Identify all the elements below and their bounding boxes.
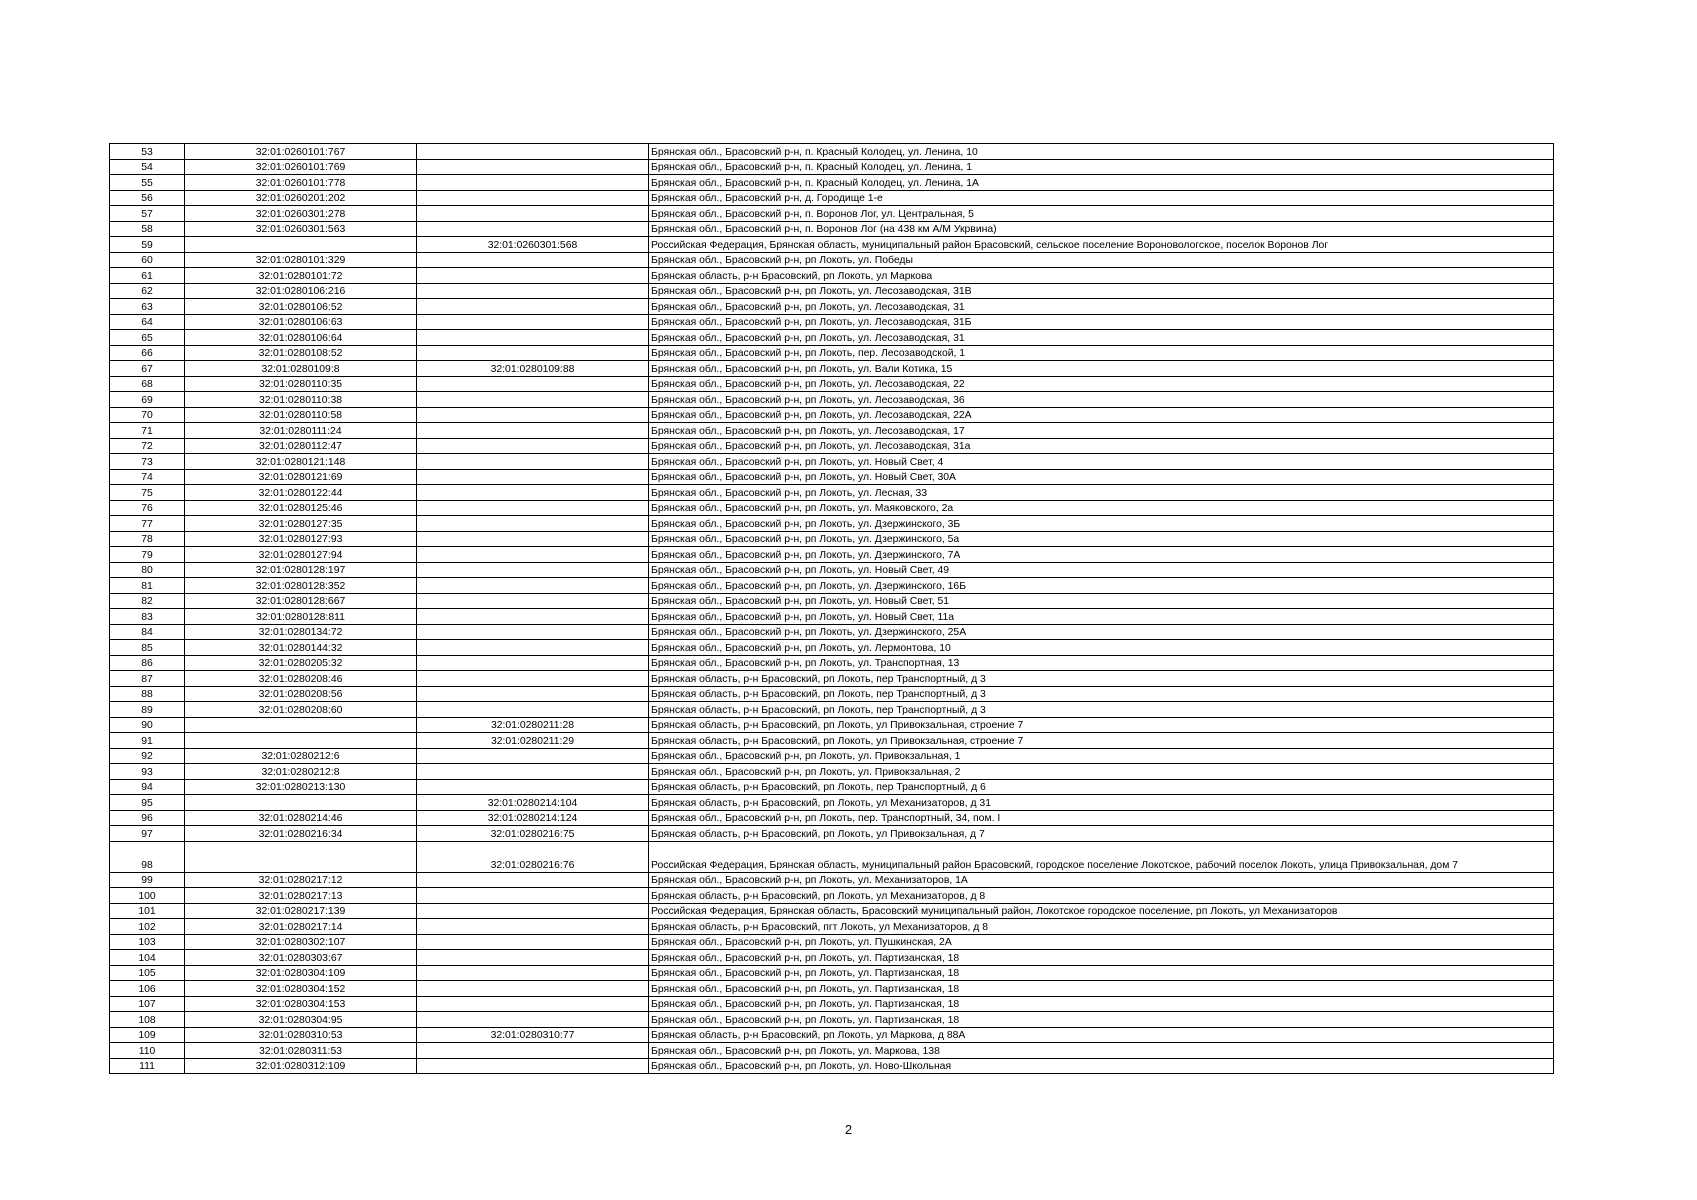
row-number-cell: 108 — [110, 1012, 185, 1028]
table-row — [110, 376, 1554, 392]
table-row — [110, 562, 1554, 578]
related-cadastral-number-cell — [417, 593, 649, 609]
table-row — [110, 810, 1554, 826]
related-cadastral-number-cell — [417, 950, 649, 966]
table-row — [110, 345, 1554, 361]
cadastral-number-cell: 32:01:0280304:109 — [185, 965, 417, 981]
cadastral-number-cell — [185, 237, 417, 253]
cadastral-number-cell: 32:01:0280213:130 — [185, 779, 417, 795]
row-number-cell: 78 — [110, 531, 185, 547]
cadastral-number-cell: 32:01:0280205:32 — [185, 655, 417, 671]
related-cadastral-number-cell — [417, 376, 649, 392]
address-cell: Брянская обл., Брасовский р-н, рп Локоть, ул. Лесозаводская, 36 — [649, 392, 1554, 408]
address-cell: Брянская обл., Брасовский р-н, рп Локоть, ул. Лесозаводская, 31 — [649, 330, 1554, 346]
address-cell: Брянская обл., Брасовский р-н, рп Локоть, ул. Партизанская, 18 — [649, 996, 1554, 1012]
cadastral-number-cell: 32:01:0280304:95 — [185, 1012, 417, 1028]
row-number-cell: 93 — [110, 764, 185, 780]
cadastral-number-cell: 32:01:0280208:56 — [185, 686, 417, 702]
cadastral-number-cell: 32:01:0280127:35 — [185, 516, 417, 532]
cadastral-number-cell: 32:01:0280109:8 — [185, 361, 417, 377]
table-row — [110, 872, 1554, 888]
table-row — [110, 469, 1554, 485]
cadastral-number-cell — [185, 733, 417, 749]
related-cadastral-number-cell — [417, 996, 649, 1012]
row-number-cell: 55 — [110, 175, 185, 191]
address-cell: Брянская обл., Брасовский р-н, рп Локоть, пер. Лесозаводской, 1 — [649, 345, 1554, 361]
table-row — [110, 314, 1554, 330]
related-cadastral-number-cell — [417, 144, 649, 160]
row-number-cell: 66 — [110, 345, 185, 361]
related-cadastral-number-cell — [417, 779, 649, 795]
table-row — [110, 934, 1554, 950]
related-cadastral-number-cell — [417, 516, 649, 532]
table-row — [110, 950, 1554, 966]
row-number-cell: 105 — [110, 965, 185, 981]
address-cell: Брянская обл., Брасовский р-н, рп Локоть, ул. Лермонтова, 10 — [649, 640, 1554, 656]
table-row — [110, 717, 1554, 733]
related-cadastral-number-cell — [417, 190, 649, 206]
row-number-cell: 56 — [110, 190, 185, 206]
cadastral-number-cell — [185, 717, 417, 733]
table-row — [110, 795, 1554, 811]
cadastral-number-cell: 32:01:0280311:53 — [185, 1043, 417, 1059]
table-row — [110, 764, 1554, 780]
address-cell: Брянская обл., Брасовский р-н, рп Локоть, ул. Дзержинского, 25А — [649, 624, 1554, 640]
related-cadastral-number-cell — [417, 609, 649, 625]
cadastral-number-cell: 32:01:0280108:52 — [185, 345, 417, 361]
cadastral-number-cell: 32:01:0280144:32 — [185, 640, 417, 656]
table-row — [110, 1043, 1554, 1059]
table-row — [110, 702, 1554, 718]
related-cadastral-number-cell — [417, 655, 649, 671]
address-cell: Брянская обл., Брасовский р-н, рп Локоть, ул. Лесозаводская, 31В — [649, 283, 1554, 299]
row-number-cell: 79 — [110, 547, 185, 563]
address-cell: Брянская обл., Брасовский р-н, рп Локоть, ул. Ново-Школьная — [649, 1058, 1554, 1074]
address-cell: Брянская обл., Брасовский р-н, рп Локоть, ул. Вали Котика, 15 — [649, 361, 1554, 377]
row-number-cell: 64 — [110, 314, 185, 330]
address-cell: Брянская обл., Брасовский р-н, рп Локоть, ул. Дзержинского, 7А — [649, 547, 1554, 563]
cadastral-number-cell: 32:01:0260101:767 — [185, 144, 417, 160]
row-number-cell: 70 — [110, 407, 185, 423]
row-number-cell: 106 — [110, 981, 185, 997]
address-cell: Брянская область, р-н Брасовский, рп Локоть, пер Транспортный, д 3 — [649, 702, 1554, 718]
row-number-cell: 89 — [110, 702, 185, 718]
cadastral-number-cell: 32:01:0280106:52 — [185, 299, 417, 315]
related-cadastral-number-cell — [417, 702, 649, 718]
table-row — [110, 268, 1554, 284]
table-row — [110, 454, 1554, 470]
row-number-cell: 103 — [110, 934, 185, 950]
related-cadastral-number-cell — [417, 686, 649, 702]
address-cell: Брянская обл., Брасовский р-н, рп Локоть, ул. Лесозаводская, 17 — [649, 423, 1554, 439]
row-number-cell: 62 — [110, 283, 185, 299]
address-cell: Брянская обл., Брасовский р-н, рп Локоть, ул. Новый Свет, 11а — [649, 609, 1554, 625]
table-row — [110, 919, 1554, 935]
row-number-cell: 68 — [110, 376, 185, 392]
related-cadastral-number-cell — [417, 578, 649, 594]
address-cell: Брянская обл., Брасовский р-н, рп Локоть, ул. Лесная, 33 — [649, 485, 1554, 501]
address-cell: Брянская обл., Брасовский р-н, п. Красный Колодец, ул. Ленина, 10 — [649, 144, 1554, 160]
address-cell: Брянская обл., Брасовский р-н, рп Локоть, ул. Новый Свет, 49 — [649, 562, 1554, 578]
cadastral-number-cell: 32:01:0280110:38 — [185, 392, 417, 408]
address-cell: Брянская обл., Брасовский р-н, рп Локоть, ул. Партизанская, 18 — [649, 950, 1554, 966]
related-cadastral-number-cell — [417, 500, 649, 516]
address-cell: Брянская обл., Брасовский р-н, рп Локоть, ул. Партизанская, 18 — [649, 1012, 1554, 1028]
table-row — [110, 671, 1554, 687]
cadastral-number-cell: 32:01:0260101:769 — [185, 159, 417, 175]
cadastral-number-cell: 32:01:0280217:13 — [185, 888, 417, 904]
row-number-cell: 76 — [110, 500, 185, 516]
cadastral-number-cell: 32:01:0260301:278 — [185, 206, 417, 222]
address-cell: Российская Федерация, Брянская область, Брасовский муниципальный район, Локотское городское поселение, рп Локоть, ул Механизаторов — [649, 903, 1554, 919]
cadastral-number-cell: 32:01:0280128:197 — [185, 562, 417, 578]
row-number-cell: 99 — [110, 872, 185, 888]
cadastral-number-cell: 32:01:0280127:94 — [185, 547, 417, 563]
table-row — [110, 531, 1554, 547]
related-cadastral-number-cell — [417, 640, 649, 656]
related-cadastral-number-cell — [417, 748, 649, 764]
related-cadastral-number-cell — [417, 981, 649, 997]
address-cell: Брянская обл., Брасовский р-н, рп Локоть, ул. Привокзальная, 2 — [649, 764, 1554, 780]
table-row — [110, 190, 1554, 206]
cadastral-number-cell: 32:01:0280312:109 — [185, 1058, 417, 1074]
related-cadastral-number-cell — [417, 314, 649, 330]
cadastral-number-cell: 32:01:0280208:46 — [185, 671, 417, 687]
address-cell: Брянская обл., Брасовский р-н, рп Локоть, пер. Транспортный, 34, пом. I — [649, 810, 1554, 826]
cadastral-number-cell: 32:01:0280128:352 — [185, 578, 417, 594]
address-cell: Российская Федерация, Брянская область, муниципальный район Брасовский, городское поселение Локотское, рабочий поселок Локоть, улица Привокзальная, дом 7 — [649, 841, 1554, 872]
related-cadastral-number-cell — [417, 547, 649, 563]
table-row — [110, 624, 1554, 640]
address-cell: Брянская обл., Брасовский р-н, п. Воронов Лог, ул. Центральная, 5 — [649, 206, 1554, 222]
address-cell: Брянская область, р-н Брасовский, пгт Локоть, ул Механизаторов, д 8 — [649, 919, 1554, 935]
cadastral-number-cell: 32:01:0280111:24 — [185, 423, 417, 439]
row-number-cell: 58 — [110, 221, 185, 237]
table-row — [110, 159, 1554, 175]
table-row — [110, 1012, 1554, 1028]
cadastral-number-cell: 32:01:0280304:152 — [185, 981, 417, 997]
row-number-cell: 98 — [110, 841, 185, 872]
row-number-cell: 63 — [110, 299, 185, 315]
table-row — [110, 252, 1554, 268]
address-cell: Брянская обл., Брасовский р-н, рп Локоть, ул. Новый Свет, 30А — [649, 469, 1554, 485]
related-cadastral-number-cell — [417, 423, 649, 439]
address-cell: Брянская обл., Брасовский р-н, рп Локоть, ул. Механизаторов, 1А — [649, 872, 1554, 888]
row-number-cell: 104 — [110, 950, 185, 966]
related-cadastral-number-cell — [417, 221, 649, 237]
row-number-cell: 87 — [110, 671, 185, 687]
related-cadastral-number-cell: 32:01:0280216:75 — [417, 826, 649, 842]
related-cadastral-number-cell — [417, 283, 649, 299]
cadastral-number-cell: 32:01:0280125:46 — [185, 500, 417, 516]
address-cell: Брянская обл., Брасовский р-н, рп Локоть, ул. Лесозаводская, 31а — [649, 438, 1554, 454]
table-row — [110, 221, 1554, 237]
related-cadastral-number-cell — [417, 159, 649, 175]
cadastral-number-cell: 32:01:0260301:563 — [185, 221, 417, 237]
related-cadastral-number-cell — [417, 330, 649, 346]
row-number-cell: 83 — [110, 609, 185, 625]
related-cadastral-number-cell — [417, 919, 649, 935]
row-number-cell: 65 — [110, 330, 185, 346]
row-number-cell: 102 — [110, 919, 185, 935]
address-cell: Брянская обл., Брасовский р-н, рп Локоть, ул. Дзержинского, 3Б — [649, 516, 1554, 532]
table-row — [110, 733, 1554, 749]
cadastral-number-cell: 32:01:0280303:67 — [185, 950, 417, 966]
table-row — [110, 826, 1554, 842]
related-cadastral-number-cell — [417, 671, 649, 687]
address-cell: Брянская обл., Брасовский р-н, п. Красный Колодец, ул. Ленина, 1А — [649, 175, 1554, 191]
table-row — [110, 485, 1554, 501]
row-number-cell: 107 — [110, 996, 185, 1012]
row-number-cell: 73 — [110, 454, 185, 470]
table-row — [110, 392, 1554, 408]
related-cadastral-number-cell — [417, 392, 649, 408]
table-row — [110, 438, 1554, 454]
table-row — [110, 144, 1554, 160]
cadastral-number-cell: 32:01:0280214:46 — [185, 810, 417, 826]
related-cadastral-number-cell — [417, 485, 649, 501]
registry-table — [109, 143, 1554, 1074]
cadastral-number-cell: 32:01:0280101:72 — [185, 268, 417, 284]
address-cell: Брянская обл., Брасовский р-н, рп Локоть, ул. Лесозаводская, 22 — [649, 376, 1554, 392]
row-number-cell: 77 — [110, 516, 185, 532]
address-cell: Брянская обл., Брасовский р-н, рп Локоть, ул. Лесозаводская, 31 — [649, 299, 1554, 315]
cadastral-number-cell: 32:01:0280110:58 — [185, 407, 417, 423]
table-row — [110, 330, 1554, 346]
table-row — [110, 407, 1554, 423]
related-cadastral-number-cell — [417, 438, 649, 454]
cadastral-number-cell: 32:01:0260101:778 — [185, 175, 417, 191]
table-row — [110, 578, 1554, 594]
table-row — [110, 516, 1554, 532]
related-cadastral-number-cell — [417, 888, 649, 904]
address-cell: Брянская обл., Брасовский р-н, рп Локоть, ул. Новый Свет, 4 — [649, 454, 1554, 470]
address-cell: Брянская обл., Брасовский р-н, рп Локоть, ул. Транспортная, 13 — [649, 655, 1554, 671]
cadastral-number-cell: 32:01:0280106:63 — [185, 314, 417, 330]
related-cadastral-number-cell — [417, 1058, 649, 1074]
cadastral-number-cell: 32:01:0280112:47 — [185, 438, 417, 454]
related-cadastral-number-cell — [417, 965, 649, 981]
row-number-cell: 54 — [110, 159, 185, 175]
address-cell: Брянская область, р-н Брасовский, рп Локоть, ул Привокзальная, д 7 — [649, 826, 1554, 842]
related-cadastral-number-cell — [417, 903, 649, 919]
table-row — [110, 686, 1554, 702]
row-number-cell: 69 — [110, 392, 185, 408]
table-row — [110, 593, 1554, 609]
row-number-cell: 86 — [110, 655, 185, 671]
row-number-cell: 91 — [110, 733, 185, 749]
row-number-cell: 85 — [110, 640, 185, 656]
related-cadastral-number-cell — [417, 175, 649, 191]
row-number-cell: 96 — [110, 810, 185, 826]
related-cadastral-number-cell: 32:01:0280310:77 — [417, 1027, 649, 1043]
related-cadastral-number-cell: 32:01:0280214:124 — [417, 810, 649, 826]
cadastral-number-cell: 32:01:0280101:329 — [185, 252, 417, 268]
address-cell: Российская Федерация, Брянская область, муниципальный район Брасовский, сельское поселение Вороновологское, поселок Воронов Лог — [649, 237, 1554, 253]
related-cadastral-number-cell — [417, 252, 649, 268]
related-cadastral-number-cell — [417, 531, 649, 547]
address-cell: Брянская обл., Брасовский р-н, рп Локоть, ул. Дзержинского, 5а — [649, 531, 1554, 547]
table-row — [110, 175, 1554, 191]
cadastral-number-cell: 32:01:0280106:64 — [185, 330, 417, 346]
row-number-cell: 109 — [110, 1027, 185, 1043]
cadastral-number-cell: 32:01:0280122:44 — [185, 485, 417, 501]
table-row — [110, 888, 1554, 904]
row-number-cell: 71 — [110, 423, 185, 439]
cadastral-number-cell: 32:01:0280216:34 — [185, 826, 417, 842]
table-row — [110, 423, 1554, 439]
related-cadastral-number-cell — [417, 407, 649, 423]
address-cell: Брянская область, р-н Брасовский, рп Локоть, ул Привокзальная, строение 7 — [649, 733, 1554, 749]
row-number-cell: 97 — [110, 826, 185, 842]
related-cadastral-number-cell — [417, 1012, 649, 1028]
table-row — [110, 299, 1554, 315]
table-row — [110, 640, 1554, 656]
cadastral-number-cell: 32:01:0280217:139 — [185, 903, 417, 919]
address-cell: Брянская обл., Брасовский р-н, рп Локоть, ул. Лесозаводская, 31Б — [649, 314, 1554, 330]
address-cell: Брянская область, р-н Брасовский, рп Локоть, ул Маркова, д 88А — [649, 1027, 1554, 1043]
address-cell: Брянская обл., Брасовский р-н, рп Локоть, ул. Победы — [649, 252, 1554, 268]
registry-table-body — [110, 144, 1554, 1074]
address-cell: Брянская область, р-н Брасовский, рп Локоть, ул Механизаторов, д 31 — [649, 795, 1554, 811]
address-cell: Брянская область, р-н Брасовский, рп Локоть, ул Механизаторов, д 8 — [649, 888, 1554, 904]
address-cell: Брянская обл., Брасовский р-н, д. Городище 1-е — [649, 190, 1554, 206]
row-number-cell: 60 — [110, 252, 185, 268]
row-number-cell: 90 — [110, 717, 185, 733]
address-cell: Брянская обл., Брасовский р-н, рп Локоть, ул. Лесозаводская, 22А — [649, 407, 1554, 423]
table-row — [110, 1058, 1554, 1074]
cadastral-number-cell: 32:01:0280302:107 — [185, 934, 417, 950]
cadastral-number-cell: 32:01:0280134:72 — [185, 624, 417, 640]
cadastral-number-cell — [185, 841, 417, 872]
related-cadastral-number-cell — [417, 206, 649, 222]
related-cadastral-number-cell: 32:01:0280214:104 — [417, 795, 649, 811]
cadastral-number-cell: 32:01:0280121:69 — [185, 469, 417, 485]
table-row — [110, 283, 1554, 299]
address-cell: Брянская область, р-н Брасовский, рп Локоть, ул Маркова — [649, 268, 1554, 284]
table-row — [110, 965, 1554, 981]
row-number-cell: 72 — [110, 438, 185, 454]
address-cell: Брянская обл., Брасовский р-н, рп Локоть, ул. Маркова, 138 — [649, 1043, 1554, 1059]
table-row — [110, 1027, 1554, 1043]
cadastral-number-cell: 32:01:0280304:153 — [185, 996, 417, 1012]
row-number-cell: 81 — [110, 578, 185, 594]
table-row — [110, 609, 1554, 625]
related-cadastral-number-cell — [417, 454, 649, 470]
row-number-cell: 92 — [110, 748, 185, 764]
row-number-cell: 82 — [110, 593, 185, 609]
row-number-cell: 53 — [110, 144, 185, 160]
row-number-cell: 57 — [110, 206, 185, 222]
related-cadastral-number-cell — [417, 1043, 649, 1059]
row-number-cell: 59 — [110, 237, 185, 253]
address-cell: Брянская обл., Брасовский р-н, рп Локоть, ул. Партизанская, 18 — [649, 965, 1554, 981]
row-number-cell: 95 — [110, 795, 185, 811]
table-row — [110, 748, 1554, 764]
address-cell: Брянская область, р-н Брасовский, рп Локоть, пер Транспортный, д 6 — [649, 779, 1554, 795]
cadastral-number-cell: 32:01:0280217:14 — [185, 919, 417, 935]
related-cadastral-number-cell — [417, 764, 649, 780]
table-row — [110, 206, 1554, 222]
related-cadastral-number-cell — [417, 268, 649, 284]
address-cell: Брянская обл., Брасовский р-н, рп Локоть, ул. Привокзальная, 1 — [649, 748, 1554, 764]
address-cell: Брянская обл., Брасовский р-н, рп Локоть, ул. Дзержинского, 16Б — [649, 578, 1554, 594]
cadastral-number-cell: 32:01:0260201:202 — [185, 190, 417, 206]
row-number-cell: 67 — [110, 361, 185, 377]
address-cell: Брянская обл., Брасовский р-н, п. Воронов Лог (на 438 км А/М Укрвина) — [649, 221, 1554, 237]
row-number-cell: 61 — [110, 268, 185, 284]
address-cell: Брянская область, р-н Брасовский, рп Локоть, ул Привокзальная, строение 7 — [649, 717, 1554, 733]
table-row — [110, 500, 1554, 516]
row-number-cell: 110 — [110, 1043, 185, 1059]
row-number-cell: 111 — [110, 1058, 185, 1074]
address-cell: Брянская обл., Брасовский р-н, рп Локоть, ул. Партизанская, 18 — [649, 981, 1554, 997]
table-row — [110, 547, 1554, 563]
address-cell: Брянская обл., Брасовский р-н, рп Локоть, ул. Маяковского, 2а — [649, 500, 1554, 516]
related-cadastral-number-cell — [417, 624, 649, 640]
cadastral-number-cell: 32:01:0280217:12 — [185, 872, 417, 888]
table-row — [110, 841, 1554, 872]
related-cadastral-number-cell — [417, 934, 649, 950]
row-number-cell: 80 — [110, 562, 185, 578]
related-cadastral-number-cell: 32:01:0260301:568 — [417, 237, 649, 253]
page-number: 2 — [844, 1122, 853, 1137]
address-cell: Брянская область, р-н Брасовский, рп Локоть, пер Транспортный, д 3 — [649, 686, 1554, 702]
cadastral-number-cell — [185, 795, 417, 811]
related-cadastral-number-cell — [417, 469, 649, 485]
related-cadastral-number-cell — [417, 872, 649, 888]
related-cadastral-number-cell — [417, 345, 649, 361]
cadastral-number-cell: 32:01:0280212:8 — [185, 764, 417, 780]
related-cadastral-number-cell: 32:01:0280216:76 — [417, 841, 649, 872]
address-cell: Брянская обл., Брасовский р-н, п. Красный Колодец, ул. Ленина, 1 — [649, 159, 1554, 175]
related-cadastral-number-cell: 32:01:0280211:29 — [417, 733, 649, 749]
table-row — [110, 361, 1554, 377]
related-cadastral-number-cell — [417, 299, 649, 315]
cadastral-number-cell: 32:01:0280310:53 — [185, 1027, 417, 1043]
row-number-cell: 94 — [110, 779, 185, 795]
row-number-cell: 88 — [110, 686, 185, 702]
cadastral-number-cell: 32:01:0280106:216 — [185, 283, 417, 299]
row-number-cell: 100 — [110, 888, 185, 904]
cadastral-number-cell: 32:01:0280128:667 — [185, 593, 417, 609]
table-row — [110, 237, 1554, 253]
row-number-cell: 74 — [110, 469, 185, 485]
related-cadastral-number-cell: 32:01:0280211:28 — [417, 717, 649, 733]
address-cell: Брянская область, р-н Брасовский, рп Локоть, пер Транспортный, д 3 — [649, 671, 1554, 687]
row-number-cell: 84 — [110, 624, 185, 640]
table-row — [110, 779, 1554, 795]
address-cell: Брянская обл., Брасовский р-н, рп Локоть, ул. Пушкинская, 2А — [649, 934, 1554, 950]
cadastral-number-cell: 32:01:0280110:35 — [185, 376, 417, 392]
row-number-cell: 75 — [110, 485, 185, 501]
table-row — [110, 981, 1554, 997]
row-number-cell: 101 — [110, 903, 185, 919]
table-row — [110, 655, 1554, 671]
table-row — [110, 996, 1554, 1012]
cadastral-number-cell: 32:01:0280128:811 — [185, 609, 417, 625]
cadastral-number-cell: 32:01:0280121:148 — [185, 454, 417, 470]
address-cell: Брянская обл., Брасовский р-н, рп Локоть, ул. Новый Свет, 51 — [649, 593, 1554, 609]
cadastral-number-cell: 32:01:0280127:93 — [185, 531, 417, 547]
related-cadastral-number-cell — [417, 562, 649, 578]
table-row — [110, 903, 1554, 919]
related-cadastral-number-cell: 32:01:0280109:88 — [417, 361, 649, 377]
cadastral-number-cell: 32:01:0280208:60 — [185, 702, 417, 718]
cadastral-number-cell: 32:01:0280212:6 — [185, 748, 417, 764]
